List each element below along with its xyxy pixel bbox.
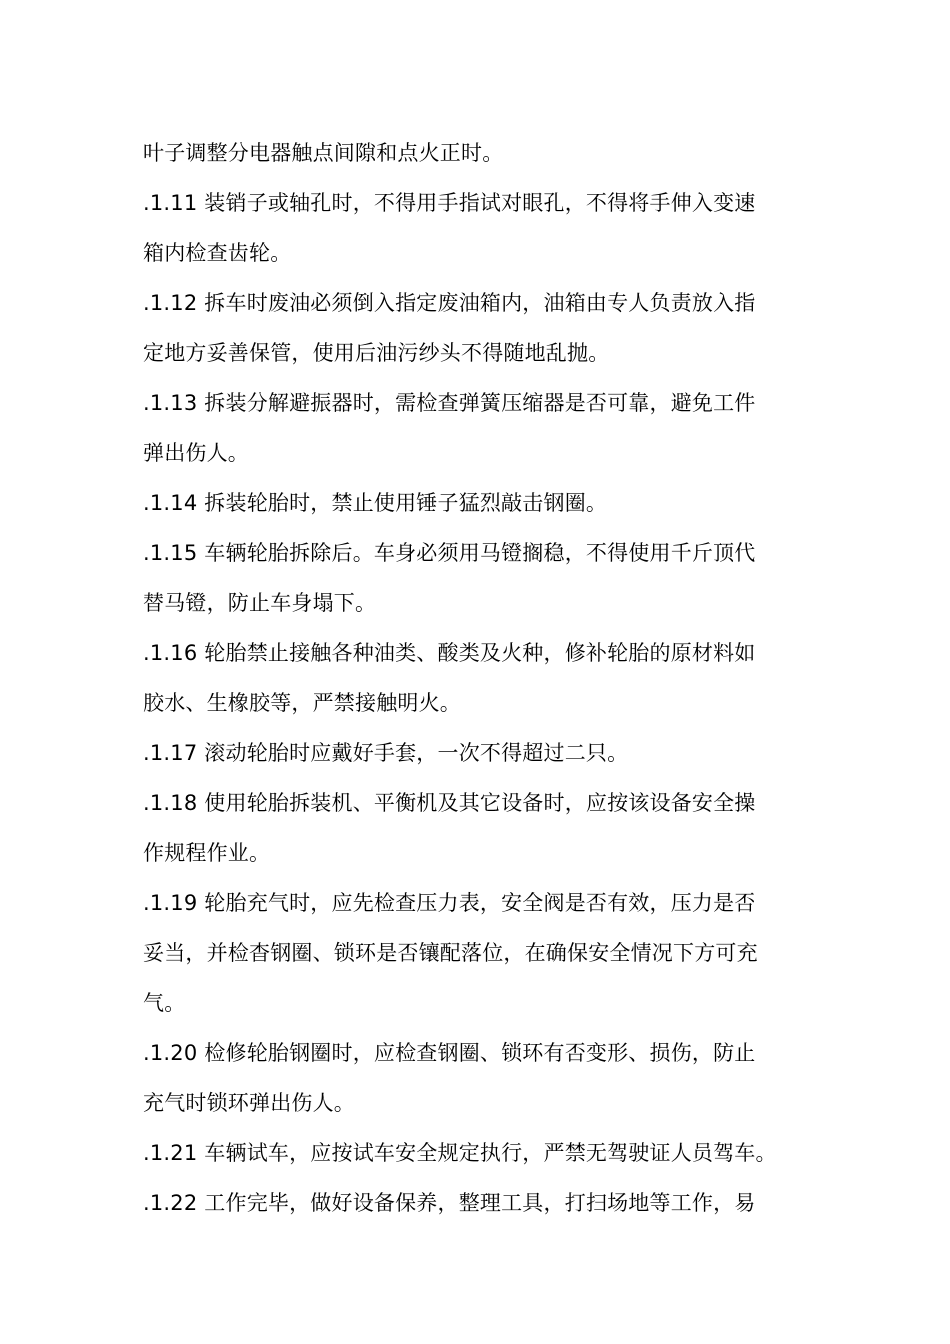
- text-line: .1.14 拆装轮胎时，禁止使用锤子猛烈敲击钢圈。: [143, 491, 608, 515]
- document-body: [143, 128, 813, 1228]
- text-line: .1.18 使用轮胎拆装机、平衡机及其它设备时，应按该设备安全操: [143, 791, 756, 815]
- text-line: .1.22 工作完毕，做好设备保养，整理工具，打扫场地等工作，易: [143, 1191, 756, 1215]
- text-line: 胶水、生橡胶等，严禁接触明火。: [143, 691, 461, 715]
- text-line: .1.12 拆车时废油必须倒入指定废油箱内，油箱由专人负责放入指: [143, 291, 756, 315]
- text-line: 替马镫，防止车身塌下。: [143, 591, 377, 615]
- text-line: 作规程作业。: [143, 841, 271, 865]
- text-line: .1.16 轮胎禁止接触各种油类、酸类及火种，修补轮胎的原材料如: [143, 641, 756, 665]
- text-line: 定地方妥善保管，使用后油污纱头不得随地乱抛。: [143, 341, 610, 365]
- text-line: .1.15 车辆轮胎拆除后。车身必须用马镫搁稳，不得使用千斤顶代: [143, 541, 756, 565]
- text-line: 气。: [143, 991, 186, 1015]
- text-line: 妥当，并检杳钢圈、锁环是否镶配落位，在确保安全情况下方可充: [143, 941, 758, 965]
- text-line: .1.17 滚动轮胎时应戴好手套，一次不得超过二只。: [143, 741, 629, 765]
- text-line: .1.20 检修轮胎钢圈时，应检查钢圈、锁环有否变形、损伤，防止: [143, 1041, 756, 1065]
- text-line: 弹出伤人。: [143, 441, 249, 465]
- text-line: .1.11 装销子或轴孔时，不得用手指试对眼孔，不得将手伸入变速: [143, 191, 756, 215]
- text-line: .1.13 拆装分解避振器时，需检查弹簧压缩器是否可靠，避免工件: [143, 391, 756, 415]
- text-line: 箱内检查齿轮。: [143, 241, 292, 265]
- text-line: .1.21 车辆试车，应按试车安全规定执行，严禁无驾驶证人员驾车。: [143, 1141, 777, 1165]
- text-line: 叶子调整分电器触点间隙和点火正时。: [143, 141, 504, 165]
- text-line: .1.19 轮胎充气时，应先检查压力表，安全阀是否有效，压力是否: [143, 891, 756, 915]
- text-line: 充气时锁环弹出伤人。: [143, 1091, 355, 1115]
